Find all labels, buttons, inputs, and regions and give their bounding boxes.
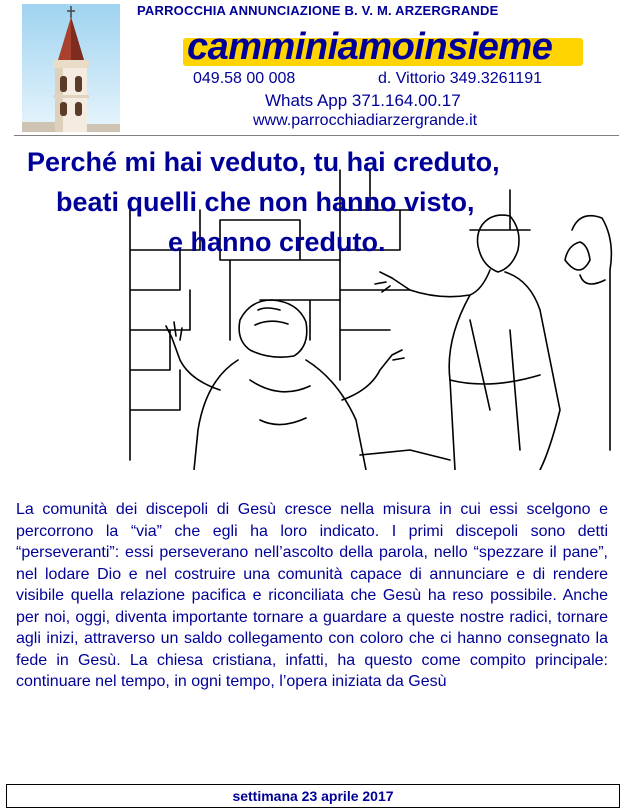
logo-text: camminiamoinsieme xyxy=(187,26,553,68)
headline-line-2: beati quelli che non hanno visto, xyxy=(56,187,475,217)
week-footer: settimana 23 aprile 2017 xyxy=(6,784,620,808)
headline-line-1: Perché mi hai veduto, tu hai creduto, xyxy=(27,147,500,177)
website-link[interactable]: www.parrocchiadiarzergrande.it xyxy=(253,112,478,129)
parish-name: PARROCCHIA ANNUNCIAZIONE B. V. M. ARZERGRANDE xyxy=(137,3,499,18)
whatsapp-number: Whats App 371.164.00.17 xyxy=(265,91,461,110)
header-divider xyxy=(14,135,619,136)
headline-line-3: e hanno creduto. xyxy=(168,227,386,257)
newsletter-logo xyxy=(183,28,593,72)
church-tower-image xyxy=(22,4,120,132)
body-paragraph: La comunità dei discepoli di Gesù cresce nella misura in cui essi scelgono e percorrono la “via” che egli ha loro indicato. I primi discepoli sono detti “perseveranti”: essi perseverano nell’ascolto della parola, nello “spezzare il pane”, nel lodare Dio e nel costruire una comunità capace di annunciare e di rendere visibile quella relazione pacifica e riconciliata che Gesù ha reso possibile. Anche per noi, oggi, diventa importante tornare a guardare a queste nostre radici, tornare agli inizi, attraverso un saldo collegamento con coloro che ci hanno consegnato la fede in Gesù. La chiesa cristiana, infatti, ha questo come compito principale: continuare nel tempo, in ogni tempo, l’opera iniziata da Gesù xyxy=(16,501,608,690)
priest-contact: d. Vittorio 349.3261191 xyxy=(378,70,542,87)
phone-number: 049.58 00 008 xyxy=(193,70,296,87)
